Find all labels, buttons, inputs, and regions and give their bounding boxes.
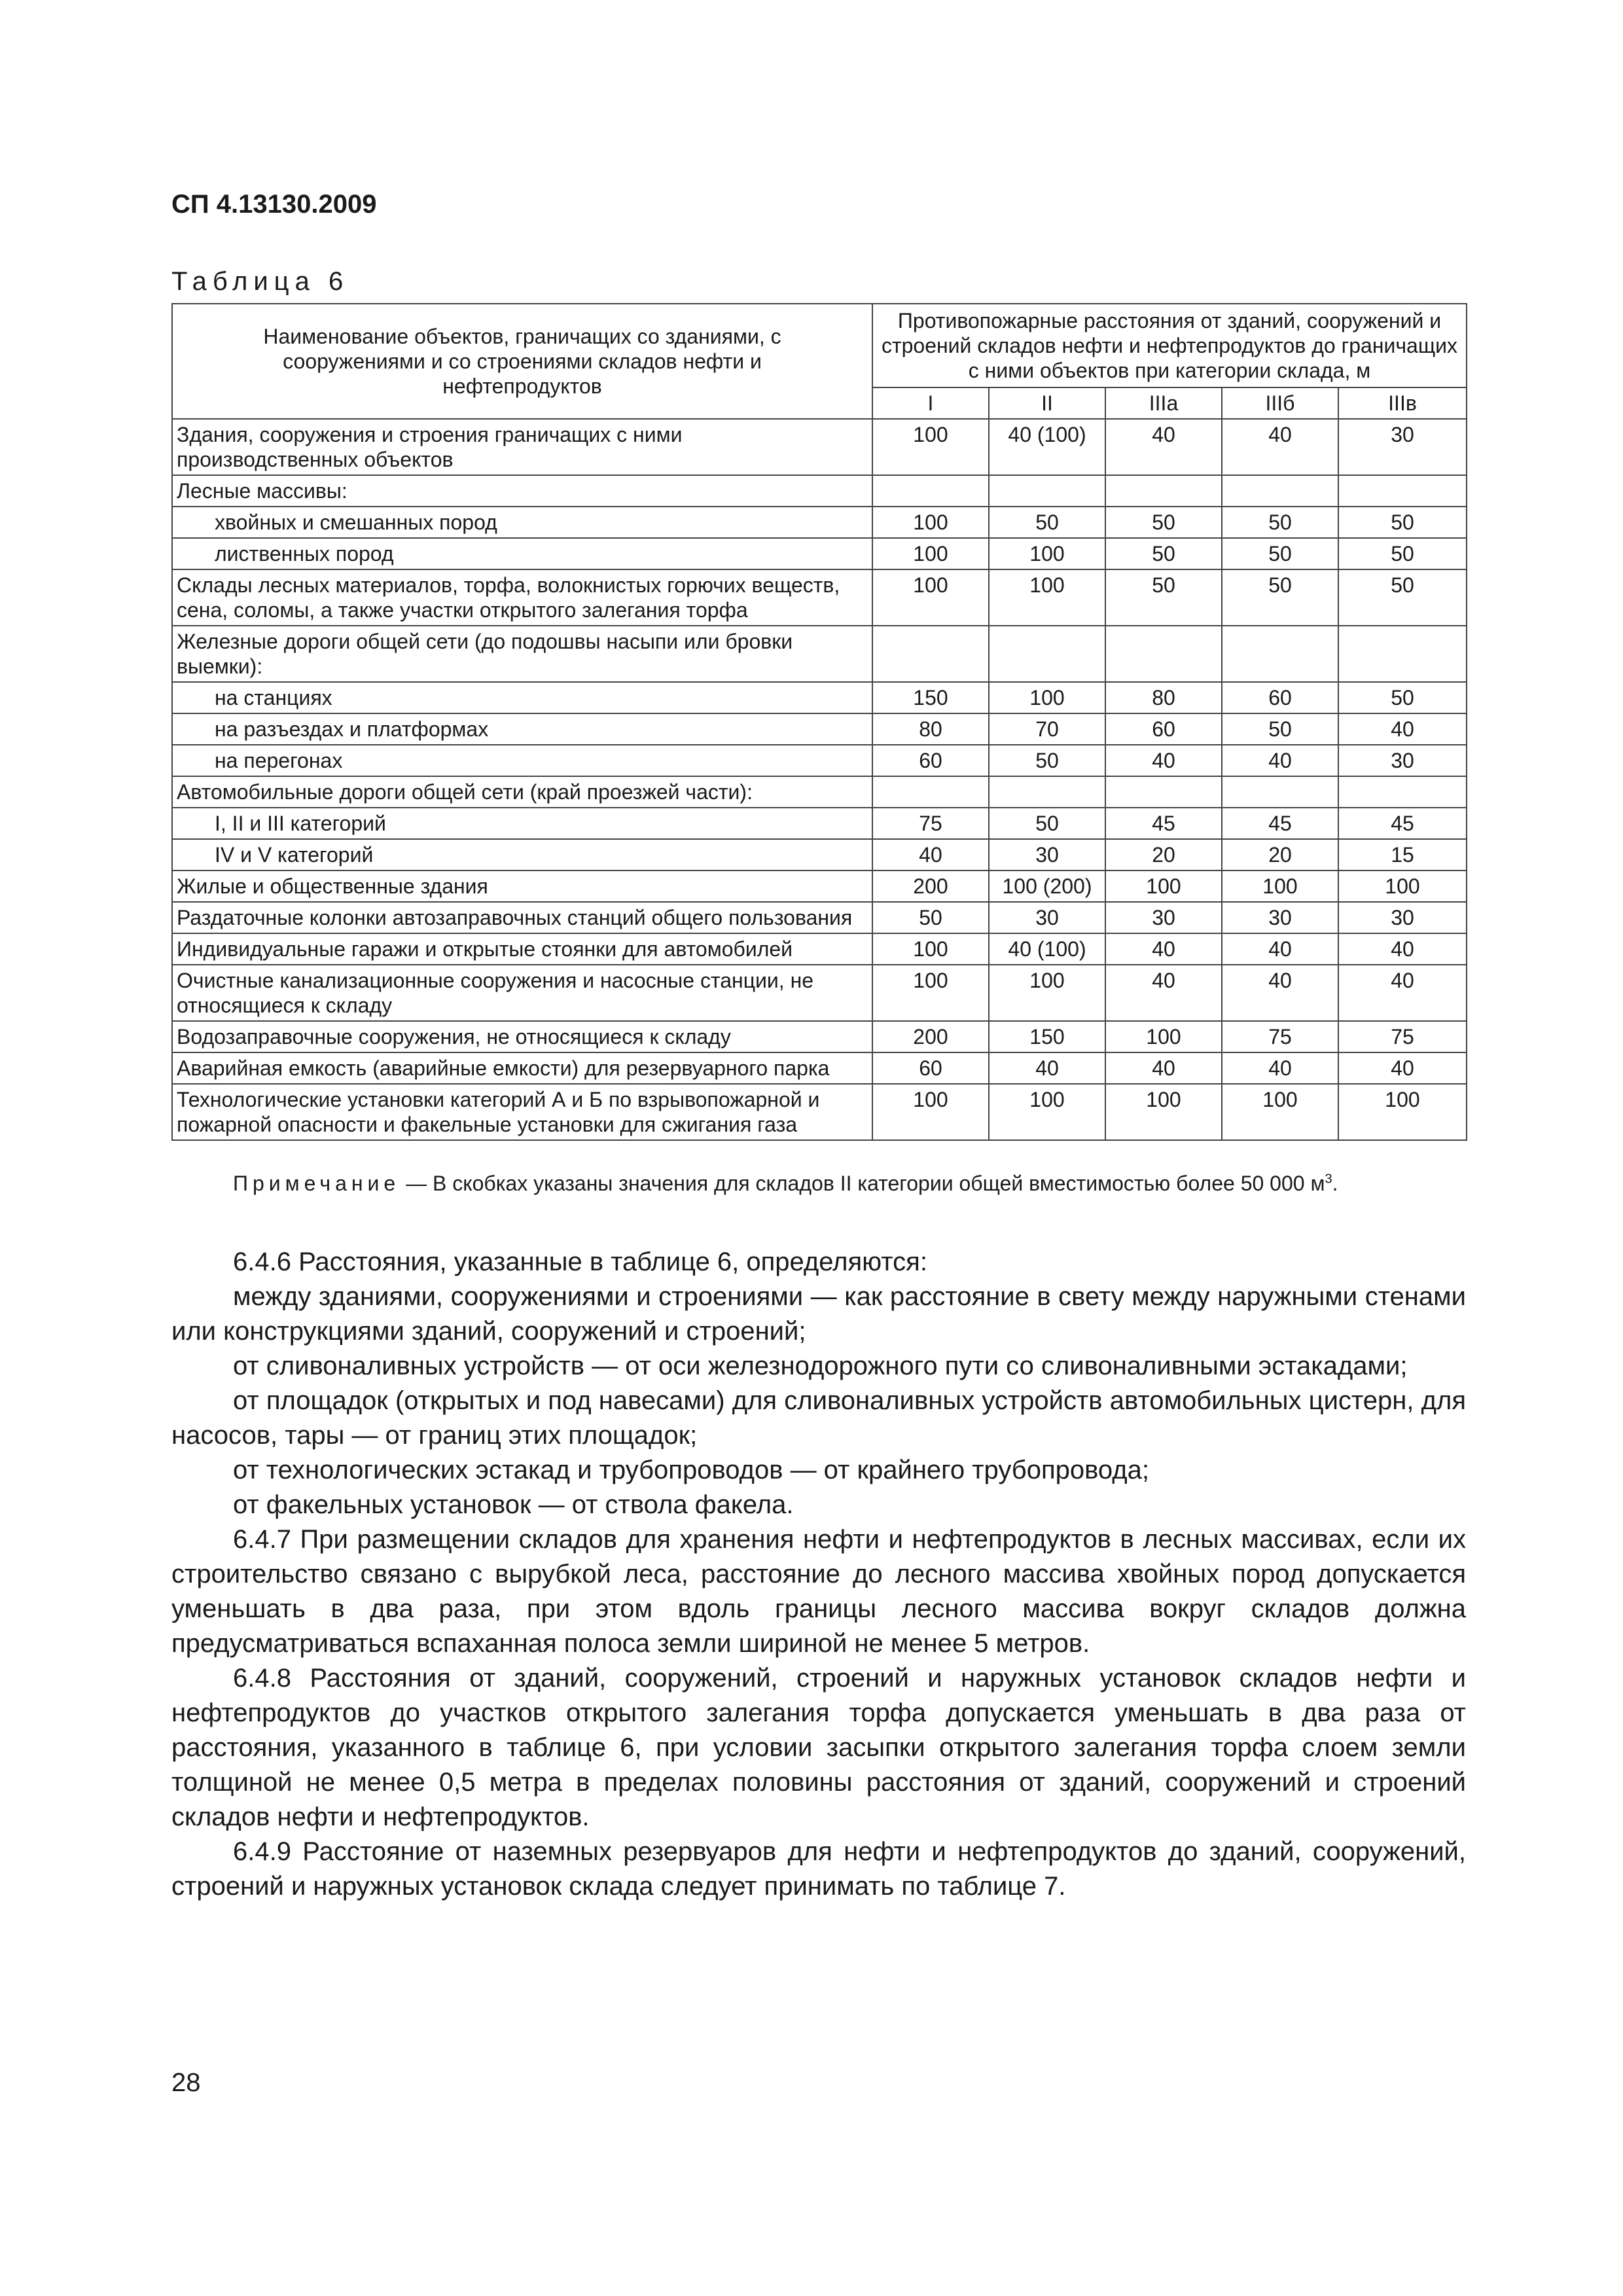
table-row <box>172 419 1467 475</box>
distance-cell: 100 <box>1105 1021 1222 1052</box>
distance-cell: 50 <box>989 745 1105 776</box>
row-name: лиственных пород <box>172 538 872 569</box>
row-name: Жилые и общественные здания <box>172 870 872 902</box>
distance-cell: 40 <box>1105 419 1222 475</box>
distance-cell: 40 <box>1105 1052 1222 1084</box>
distance-cell <box>1222 626 1338 682</box>
table-row <box>172 839 1467 870</box>
note-text: — В скобках указаны значения для складов II категории общей вместимостью более 50 000 м <box>400 1172 1325 1195</box>
distance-cell: 100 <box>1338 870 1467 902</box>
row-name: на станциях <box>172 682 872 713</box>
table-caption: Таблица 6 <box>171 267 349 296</box>
distance-cell: 40 <box>1222 965 1338 1021</box>
row-name: на разъездах и платформах <box>172 713 872 745</box>
distance-cell <box>1222 776 1338 808</box>
table-note <box>233 1172 1338 1196</box>
distance-cell: 50 <box>872 902 989 933</box>
distance-cell: 100 <box>872 538 989 569</box>
column-header-distances: Противопожарные расстояния от зданий, сооружений и строений складов нефти и нефтепродуктов до граничащих с ними объектов при категории склада, м <box>872 304 1467 387</box>
distance-cell: 100 <box>989 682 1105 713</box>
distance-cell: 60 <box>1105 713 1222 745</box>
paragraph: 6.4.9 Расстояние от наземных резервуаров для нефти и нефтепродуктов до зданий, сооружений, строений и наружных установок склада следует принимать по таблице 7. <box>171 1837 1466 1901</box>
distance-cell <box>1338 776 1467 808</box>
paragraph: 6.4.6 Расстояния, указанные в таблице 6, определяются: <box>233 1247 927 1276</box>
distance-cell: 50 <box>1105 538 1222 569</box>
distance-cell: 100 <box>1105 1084 1222 1140</box>
table-row <box>172 507 1467 538</box>
distance-cell: 150 <box>872 682 989 713</box>
paragraph: от площадок (открытых и под навесами) для сливоналивных устройств автомобильных цистерн, для насосов, тары — от границ этих площадок; <box>171 1386 1466 1450</box>
table-row <box>172 933 1467 965</box>
row-name: Технологические установки категорий А и Б по взрывопожарной и пожарной опасности и факельные установки для сжигания газа <box>172 1084 872 1140</box>
distance-cell <box>1222 475 1338 507</box>
distance-cell <box>1105 475 1222 507</box>
category-header: IIIа <box>1105 387 1222 419</box>
distance-cell: 100 <box>872 569 989 626</box>
distance-cell <box>989 776 1105 808</box>
distance-cell: 100 <box>1222 1084 1338 1140</box>
distance-cell: 100 <box>1222 870 1338 902</box>
page-number: 28 <box>171 2068 201 2097</box>
table-row <box>172 682 1467 713</box>
distance-cell: 40 <box>872 839 989 870</box>
distance-cell: 20 <box>1222 839 1338 870</box>
distance-cell: 40 <box>989 1052 1105 1084</box>
distance-cell: 40 <box>1338 965 1467 1021</box>
row-name: на перегонах <box>172 745 872 776</box>
distance-cell: 50 <box>989 808 1105 839</box>
distance-cell <box>989 626 1105 682</box>
distance-cell: 30 <box>1338 902 1467 933</box>
distance-cell: 200 <box>872 1021 989 1052</box>
distance-cell: 40 <box>1105 965 1222 1021</box>
table-row <box>172 745 1467 776</box>
distance-cell: 100 <box>872 419 989 475</box>
distance-cell: 40 (100) <box>989 933 1105 965</box>
distance-cell: 15 <box>1338 839 1467 870</box>
distance-cell: 100 <box>872 933 989 965</box>
paragraph: от факельных установок — от ствола факела. <box>233 1490 794 1519</box>
distance-cell <box>1338 475 1467 507</box>
distance-table <box>171 303 1467 1141</box>
note-label: Примечание <box>233 1172 401 1195</box>
distance-cell <box>872 776 989 808</box>
distance-cell: 75 <box>1222 1021 1338 1052</box>
distance-cell <box>1105 776 1222 808</box>
table-row <box>172 902 1467 933</box>
row-name: Автомобильные дороги общей сети (край проезжей части): <box>172 776 872 808</box>
table-row <box>172 713 1467 745</box>
distance-cell: 80 <box>1105 682 1222 713</box>
distance-cell <box>872 626 989 682</box>
row-name: I, II и III категорий <box>172 808 872 839</box>
distance-cell: 100 <box>872 1084 989 1140</box>
table-row <box>172 626 1467 682</box>
distance-cell: 30 <box>1338 745 1467 776</box>
paragraph: от сливоналивных устройств — от оси железнодорожного пути со сливоналивными эстакадами; <box>233 1352 1408 1380</box>
distance-cell: 50 <box>1222 507 1338 538</box>
table-row <box>172 1052 1467 1084</box>
distance-cell: 50 <box>1222 569 1338 626</box>
category-header: I <box>872 387 989 419</box>
table-row <box>172 1084 1467 1140</box>
row-name: Здания, сооружения и строения граничащих с ними производственных объектов <box>172 419 872 475</box>
distance-cell: 75 <box>1338 1021 1467 1052</box>
row-name: Водозаправочные сооружения, не относящиеся к складу <box>172 1021 872 1052</box>
distance-table-container <box>171 303 1466 1141</box>
distance-cell: 75 <box>872 808 989 839</box>
distance-cell: 40 <box>1338 933 1467 965</box>
distance-cell: 30 <box>989 839 1105 870</box>
paragraph: 6.4.7 При размещении складов для хранения нефти и нефтепродуктов в лесных массивах, если их строительство связано с вырубкой леса, расстояние до лесного массива хвойных пород допускается уменьшать в два раза, при этом вдоль границы лесного массива вокруг складов должна предусматриваться вспаханная полоса земли шириной не менее 5 метров. <box>171 1525 1466 1658</box>
row-name: Очистные канализационные сооружения и насосные станции, не относящиеся к складу <box>172 965 872 1021</box>
table-row <box>172 475 1467 507</box>
distance-cell: 100 <box>872 507 989 538</box>
distance-cell: 40 <box>1222 419 1338 475</box>
distance-cell: 50 <box>1338 569 1467 626</box>
body-text <box>171 1245 1466 1904</box>
distance-cell: 100 <box>989 569 1105 626</box>
distance-cell: 45 <box>1222 808 1338 839</box>
paragraph: 6.4.8 Расстояния от зданий, сооружений, строений и наружных установок складов нефти и нефтепродуктов до участков открытого залегания торфа допускается уменьшать в два раза от расстояния, указанного в таблице 6, при условии засыпки открытого залегания торфа слоем земли толщиной не менее 0,5 метра в пределах половины расстояния от зданий, сооружений и строений складов нефти и нефтепродуктов. <box>171 1664 1466 1831</box>
distance-cell: 70 <box>989 713 1105 745</box>
distance-cell: 50 <box>1222 538 1338 569</box>
row-name: Индивидуальные гаражи и открытые стоянки для автомобилей <box>172 933 872 965</box>
paragraph: от технологических эстакад и трубопроводов — от крайнего трубопровода; <box>233 1456 1149 1484</box>
table-row <box>172 870 1467 902</box>
row-name: Раздаточные колонки автозаправочных станций общего пользования <box>172 902 872 933</box>
distance-cell: 100 (200) <box>989 870 1105 902</box>
table-row <box>172 808 1467 839</box>
table-row <box>172 538 1467 569</box>
distance-cell: 40 <box>1105 933 1222 965</box>
distance-cell: 100 <box>872 965 989 1021</box>
doc-code: СП 4.13130.2009 <box>171 190 377 219</box>
paragraph: между зданиями, сооружениями и строениями — как расстояние в свету между наружными стенами или конструкциями зданий, сооружений и строений; <box>171 1282 1466 1346</box>
distance-cell: 60 <box>1222 682 1338 713</box>
row-name: Склады лесных материалов, торфа, волокнистых горючих веществ, сена, соломы, а также участки открытого залегания торфа <box>172 569 872 626</box>
distance-cell: 80 <box>872 713 989 745</box>
column-header-object-name: Наименование объектов, граничащих со зданиями, с сооружениями и со строениями складов нефти и нефтепродуктов <box>172 304 872 419</box>
distance-cell: 40 (100) <box>989 419 1105 475</box>
distance-cell: 30 <box>1338 419 1467 475</box>
distance-cell: 100 <box>989 1084 1105 1140</box>
distance-cell: 60 <box>872 745 989 776</box>
table-row <box>172 569 1467 626</box>
distance-cell: 30 <box>989 902 1105 933</box>
distance-cell: 30 <box>1105 902 1222 933</box>
distance-cell: 100 <box>1105 870 1222 902</box>
distance-cell: 40 <box>1222 745 1338 776</box>
distance-cell: 20 <box>1105 839 1222 870</box>
distance-cell: 50 <box>1338 507 1467 538</box>
distance-cell: 40 <box>1105 745 1222 776</box>
distance-cell: 50 <box>1222 713 1338 745</box>
distance-cell: 60 <box>872 1052 989 1084</box>
row-name: Лесные массивы: <box>172 475 872 507</box>
row-name: хвойных и смешанных пород <box>172 507 872 538</box>
distance-cell: 200 <box>872 870 989 902</box>
distance-cell: 45 <box>1338 808 1467 839</box>
distance-cell: 50 <box>1105 507 1222 538</box>
row-name: Аварийная емкость (аварийные емкости) для резервуарного парка <box>172 1052 872 1084</box>
distance-cell: 100 <box>989 965 1105 1021</box>
row-name: IV и V категорий <box>172 839 872 870</box>
distance-cell: 50 <box>1105 569 1222 626</box>
distance-cell <box>989 475 1105 507</box>
note-superscript: 3 <box>1325 1172 1332 1187</box>
distance-cell: 40 <box>1222 933 1338 965</box>
distance-cell: 50 <box>989 507 1105 538</box>
distance-cell: 40 <box>1338 1052 1467 1084</box>
distance-cell: 45 <box>1105 808 1222 839</box>
distance-cell: 40 <box>1338 713 1467 745</box>
distance-cell: 50 <box>1338 682 1467 713</box>
category-header: II <box>989 387 1105 419</box>
row-name: Железные дороги общей сети (до подошвы насыпи или бровки выемки): <box>172 626 872 682</box>
distance-cell <box>1338 626 1467 682</box>
distance-cell: 150 <box>989 1021 1105 1052</box>
distance-cell: 100 <box>1338 1084 1467 1140</box>
table-row <box>172 1021 1467 1052</box>
category-header: IIIб <box>1222 387 1338 419</box>
note-end: . <box>1332 1172 1338 1195</box>
distance-cell: 30 <box>1222 902 1338 933</box>
distance-cell: 50 <box>1338 538 1467 569</box>
table-row <box>172 965 1467 1021</box>
table-row <box>172 776 1467 808</box>
category-header: IIIв <box>1338 387 1467 419</box>
distance-cell <box>1105 626 1222 682</box>
distance-cell <box>872 475 989 507</box>
distance-cell: 100 <box>989 538 1105 569</box>
distance-cell: 40 <box>1222 1052 1338 1084</box>
